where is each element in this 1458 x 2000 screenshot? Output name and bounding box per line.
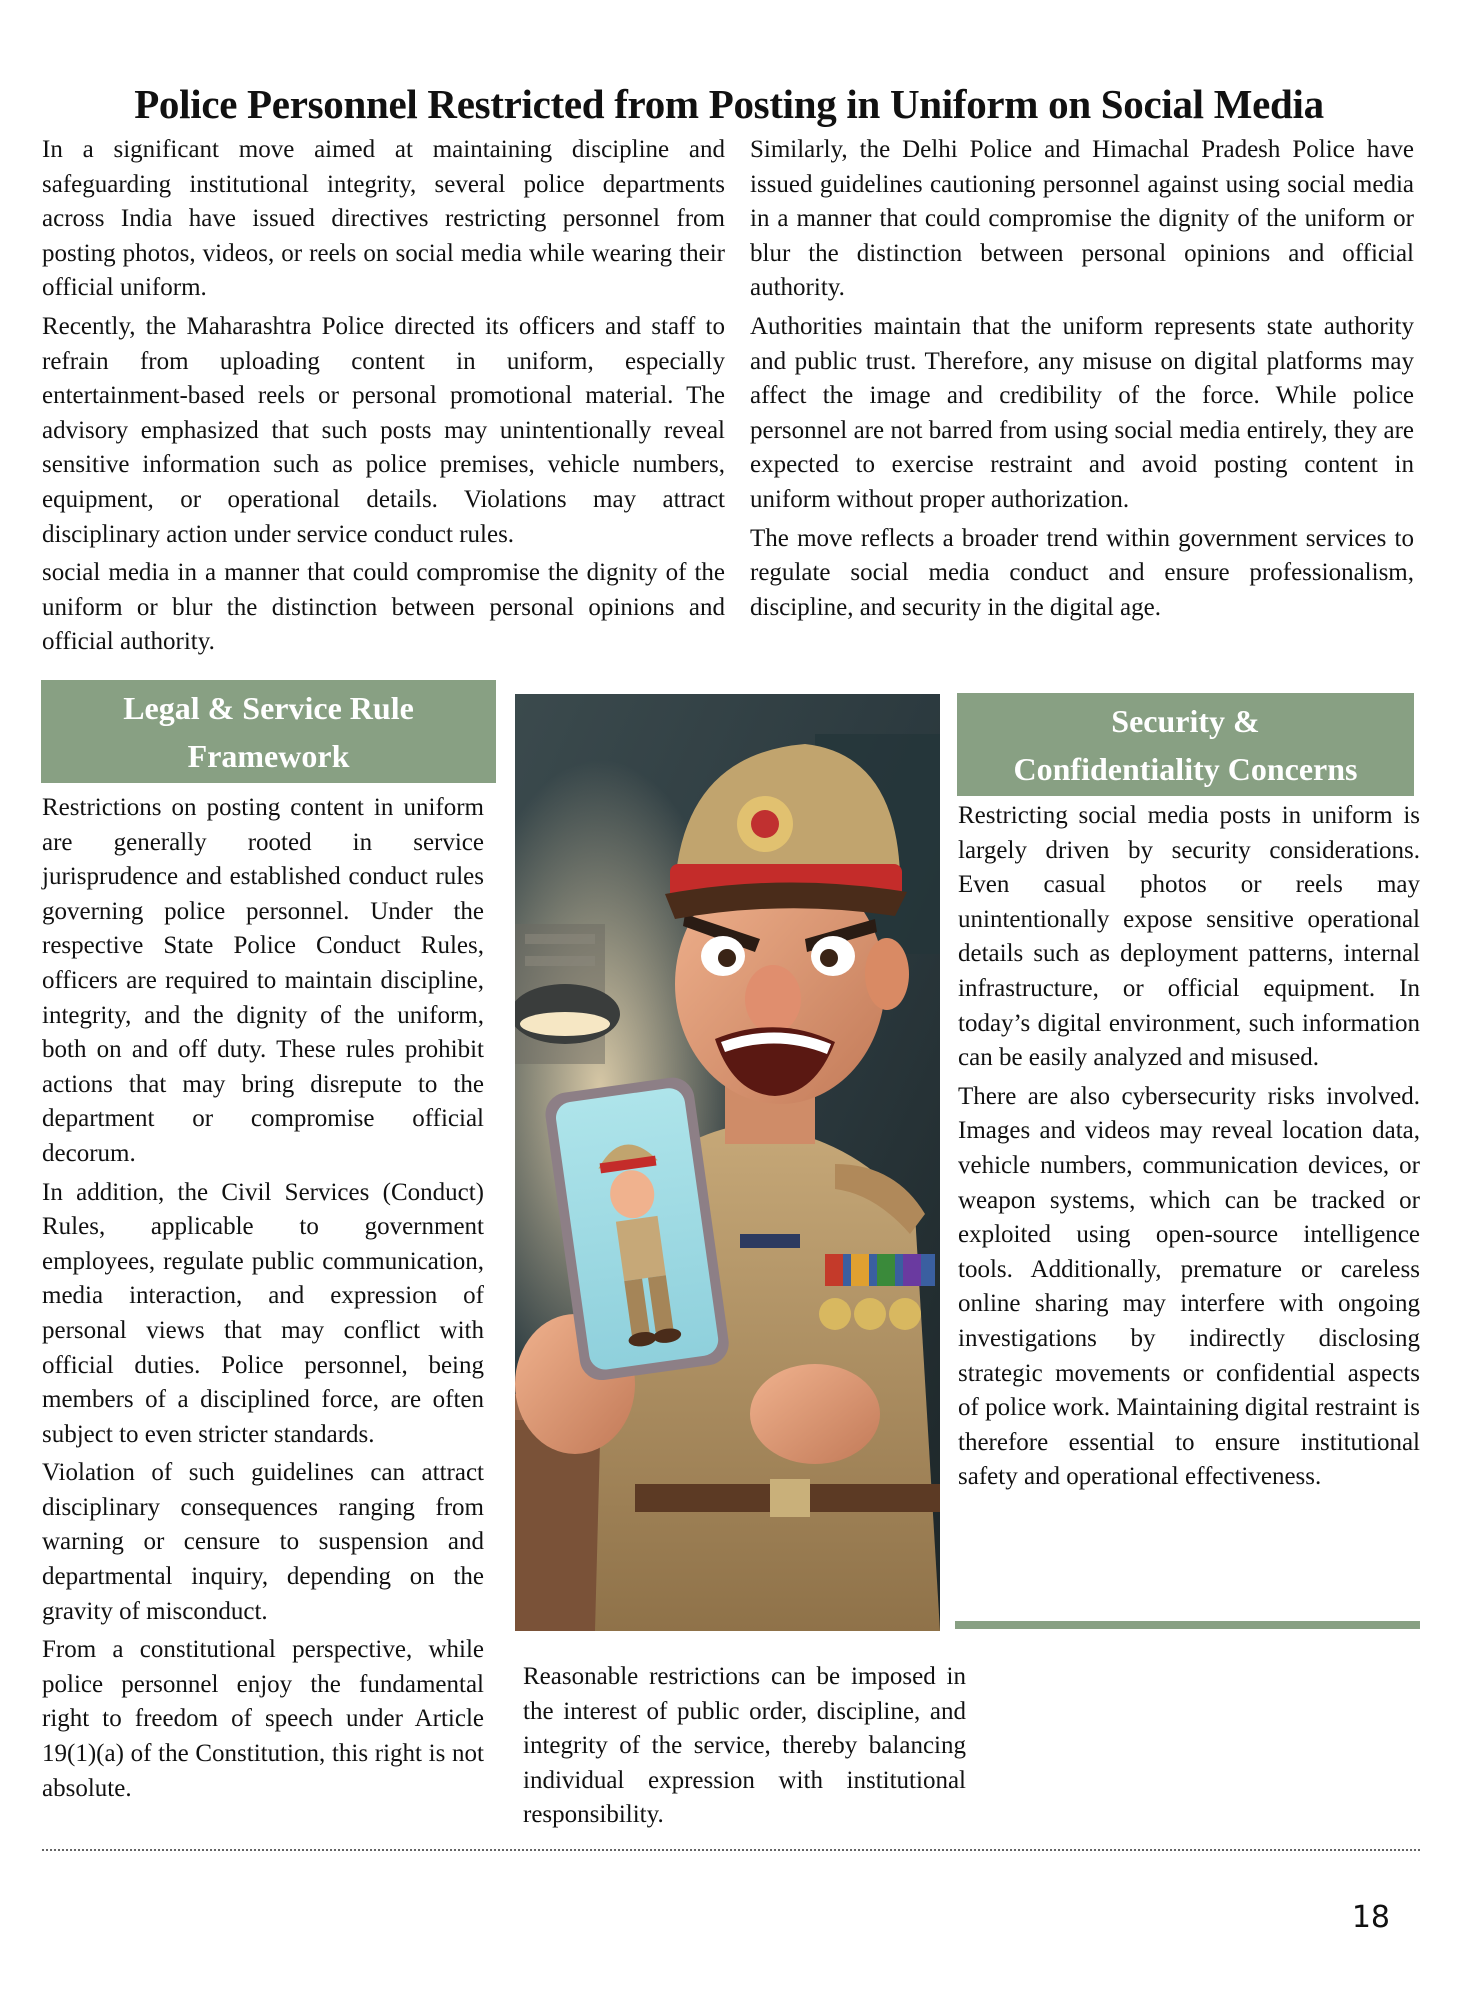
intro-right-column — [750, 133, 1414, 625]
legal-section-heading — [41, 680, 496, 783]
paragraph: Restricting social media posts in uniform is largely driven by security considerations. Even casual photos or reels may unintentionally expose sensitive operational details such as deployment patterns, internal infrastructure, or official equipment. In today’s digital environment, such information can be easily analyzed and misused. — [958, 802, 1420, 1072]
center-column — [523, 1660, 966, 1833]
security-column — [958, 799, 1420, 1495]
legal-column — [42, 791, 484, 1806]
paragraph: Violation of such guidelines can attract disciplinary consequences ranging from warning or censure to suspension and departmental inquiry, depending on the gravity of misconduct. — [42, 1459, 484, 1625]
paragraph: There are also cybersecurity risks involved. Images and videos may reveal location data, vehicle numbers, communication devices, or weapon systems, which can be tracked or exploited using open-source intelligence tools. Additionally, premature or careless online sharing may interfere with ongoing investigations by indirectly disclosing strategic movements or confidential aspects of police work. Maintaining digital restraint is therefore essential to ensure institutional safety and operational effectiveness. — [958, 1082, 1420, 1491]
paragraph: Similarly, the Delhi Police and Himachal Pradesh Police have issued guidelines cautioning personnel against using social media in a manner that could compromise the dignity of the uniform or blur the distinction between personal opinions and official authority. — [750, 136, 1414, 302]
heading-line: Legal & Service Rule — [123, 690, 414, 726]
paragraph: Reasonable restrictions can be imposed in the interest of public order, discipline, and integrity of the service, thereby balancing individual expression with institutional responsibility. — [523, 1663, 966, 1829]
page-number: 18 — [1351, 1900, 1390, 1935]
article-title: Police Personnel Restricted from Posting in Uniform on Social Media — [134, 81, 1324, 127]
paragraph: In addition, the Civil Services (Conduct) Rules, applicable to government employees, regulate public communication, media interaction, and expression of personal views that may conflict with official duties. Police personnel, being members of a disciplined force, are often subject to even stricter standards. — [42, 1178, 484, 1448]
paragraph: The move reflects a broader trend within government services to regulate social media conduct and ensure professionalism, discipline, and security in the digital age. — [750, 524, 1414, 621]
security-section-heading — [957, 693, 1414, 796]
footer-dotted-rule — [42, 1849, 1420, 1851]
paragraph: Restrictions on posting content in uniform are generally rooted in service jurisprudence and established conduct rules governing police personnel. Under the respective State Police Conduct Rules, officers are required to maintain discipline, integrity, and the dignity of the uniform, both on and off duty. These rules prohibit actions that may bring disrepute to the department or compromise official decorum. — [42, 794, 484, 1167]
paragraph: social media in a manner that could compromise the dignity of the uniform or blur the distinction between personal opinions and official authority. — [42, 559, 725, 656]
intro-left-column — [42, 133, 725, 660]
heading-line: Confidentiality Concerns — [1013, 751, 1358, 787]
paragraph: Authorities maintain that the uniform represents state authority and public trust. Therefore, any misuse on digital platforms may affect the image and credibility of the force. While police personnel are not barred from using social media entirely, they are expected to exercise restraint and avoid posting content in uniform without proper authorization. — [750, 312, 1414, 513]
section-divider — [955, 1621, 1420, 1629]
paragraph: In a significant move aimed at maintaining discipline and safeguarding institutional integrity, several police departments across India have issued directives restricting personnel from posting photos, videos, or reels on social media while wearing their official uniform. — [42, 136, 725, 302]
heading-line: Security & — [1111, 703, 1260, 739]
paragraph: From a constitutional perspective, while police personnel enjoy the fundamental right to freedom of speech under Article 19(1)(a) of the Constitution, this right is not absolute. — [42, 1636, 484, 1802]
police-officer-illustration — [515, 694, 940, 1631]
paragraph: Recently, the Maharashtra Police directed its officers and staff to refrain from uploading content in uniform, especially entertainment-based reels or personal promotional material. The advisory emphasized that such posts may unintentionally reveal sensitive information such as police premises, vehicle numbers, equipment, or operational details. Violations may attract disciplinary action under service conduct rules. — [42, 312, 725, 548]
heading-line: Framework — [187, 738, 350, 774]
